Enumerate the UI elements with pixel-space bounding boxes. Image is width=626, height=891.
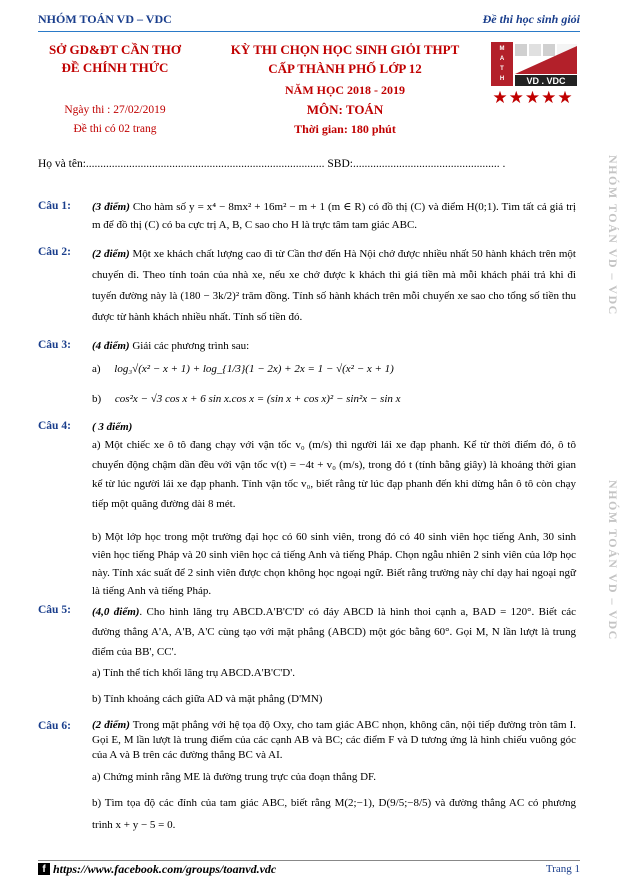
header-exam-type: Đề thi học sinh giỏi <box>482 12 580 26</box>
question-4b: b) Một lớp học trong một trường đại học có 60 sinh viên, trong đó có 40 sinh viên học tiếng Anh, 30 sinh viên học tiếng Pháp và 20 sinh viên học cả tiếng Anh và tiếng Pháp. Chọn ngẫu nhiên 2 sinh viên của lớp học này. Tính xác suất để 2 sinh viên được chọn không học ngoại ngữ. Biết rằng trường này chỉ dạy hai ngoại ngữ là tiếng Anh và tiếng Pháp. <box>92 531 576 597</box>
svg-text:A: A <box>499 56 505 62</box>
question-1-text: (3 điểm) Cho hàm số y = x⁴ − 8mx² + 16m² − m + 1 (m ∈ R) có đồ thị (C) và điểm H(0;1). Tìm tất cả giá trị m để đồ thị (C) có ba cực trị A, B, C sao cho H là trực tâm tam giác ABC. <box>92 201 576 231</box>
side-watermark-top: NHÓM TOÁN VD – VDC <box>606 155 620 316</box>
group-logo <box>491 42 579 86</box>
facebook-icon: f <box>38 863 50 875</box>
page-count: Đề thi có 02 trang <box>73 123 157 135</box>
question-6a: a) Chứng minh rằng ME là đường trung trực của đoạn thẳng DF. <box>92 771 377 783</box>
exam-level: CẤP THÀNH PHỐ LỚP 12 <box>268 61 422 76</box>
candidate-info-field: Họ và tên:................................................................................... SBD:................................................... . <box>38 158 506 170</box>
time-limit: Thời gian: 180 phút <box>294 122 396 136</box>
question-2-text: (2 điểm) Một xe khách chất lượng cao đi từ Cần thơ đến Hà Nội chở được nhiều nhất 50 hành khách trên một chuyến đi. Theo tính toán của nhà xe, nếu xe chở được k khách thì giá tiền mà mỗi khách phải trả khi đi tuyến đường này là (180 − 3k/2)² trăm đồng. Tính số hành khách trên mỗi chuyến xe sao cho tổng số tiền thu được từ hành khách nhiều nhất. Tính số tiền đó. <box>92 248 576 323</box>
question-3-text: (4 điểm) Giải các phương trình sau: <box>92 340 250 352</box>
question-6-label: Câu 6: <box>38 720 71 732</box>
question-5a: a) Tính thể tích khối lăng trụ ABCD.A'B'C'D'. <box>92 667 295 679</box>
header-group-name: NHÓM TOÁN VD – VDC <box>38 12 172 26</box>
svg-text:T: T <box>500 66 504 72</box>
question-5b: b) Tính khoảng cách giữa AD và mặt phẳng (D'MN) <box>92 693 323 705</box>
school-year: NĂM HỌC 2018 - 2019 <box>285 83 405 97</box>
page-footer <box>38 863 580 879</box>
exam-title: KỲ THI CHỌN HỌC SINH GIỎI THPT <box>230 42 460 57</box>
question-4a: a) Một chiếc xe ô tô đang chạy với vận tốc v₀ (m/s) thì người lái xe đạp phanh. Kể từ thời điểm đó, ô tô chuyển động chậm dần đều với vận tốc v(t) = −4t + v₀ (m/s), trong đó t (tính bằng giây) là khoảng thời gian kể từ lúc người lái xe đạp phanh. Tính vận tốc v₀, biết rằng từ lúc đạp phanh đến khi dừng hẳn ô tô còn chạy tiếp một quãng đường dài 8 mét. <box>92 439 576 510</box>
svg-text:M: M <box>499 46 505 52</box>
side-watermark-bottom: NHÓM TOÁN VD – VDC <box>606 480 620 641</box>
question-5-label: Câu 5: <box>38 604 71 616</box>
facebook-group-link[interactable]: https://www.facebook.com/groups/toanvd.vdc <box>53 862 277 876</box>
page-header <box>38 12 580 30</box>
question-6-text: (2 điểm) Trong mặt phẳng với hệ tọa độ Oxy, cho tam giác ABC nhọn, không cân, nội tiếp đường tròn tâm I. Gọi E, M lần lượt là trung điểm của các cạnh AB và BC; các điểm F và D tương ứng là hình chiếu vuông góc của A và B trên các đường thẳng BC và AI. <box>92 719 577 761</box>
question-1-label: Câu 1: <box>38 200 71 212</box>
department-name: SỞ GD&ĐT CẦN THƠ <box>48 42 182 57</box>
svg-text:H: H <box>499 76 505 82</box>
question-4-header: ( 3 điểm) <box>92 421 133 433</box>
question-5-text: (4,0 điểm). Cho hình lăng trụ ABCD.A'B'C'D' có đáy ABCD là hình thoi cạnh a, BAD = 120°. Biết các đường thẳng A'A, A'B, A'C cùng tạo với mặt phẳng (ABCD) một góc bằng 60°. Gọi M, N lần lượt là trung điểm của BB', CC'. <box>92 606 576 658</box>
question-6b: b) Tìm tọa độ các đỉnh của tam giác ABC, biết rằng M(2;−1), D(9/5;−8/5) và đường thẳng AC có phương trình x + y − 5 = 0. <box>92 797 576 831</box>
official-label: ĐỀ CHÍNH THỨC <box>61 60 169 75</box>
question-3a: a) log₃√(x² − x + 1) + log_{1/3}(1 − 2x) + 2x = 1 − √(x² − x + 1) <box>92 363 394 375</box>
subject: MÔN: TOÁN <box>306 102 384 117</box>
question-3b: b) cos²x − √3 cos x + 6 sin x.cos x = (sin x + cos x)² − sin²x − sin x <box>92 393 401 405</box>
question-4-label: Câu 4: <box>38 420 71 432</box>
svg-text:VD . VDC: VD . VDC <box>526 76 566 86</box>
rating-stars: ★★★★★ <box>492 88 574 107</box>
question-3-label: Câu 3: <box>38 339 71 351</box>
exam-date: Ngày thi : 27/02/2019 <box>64 104 166 116</box>
question-2-label: Câu 2: <box>38 246 71 258</box>
page-number: Trang 1 <box>545 863 580 875</box>
footer-divider <box>38 860 580 861</box>
header-divider <box>38 31 580 32</box>
